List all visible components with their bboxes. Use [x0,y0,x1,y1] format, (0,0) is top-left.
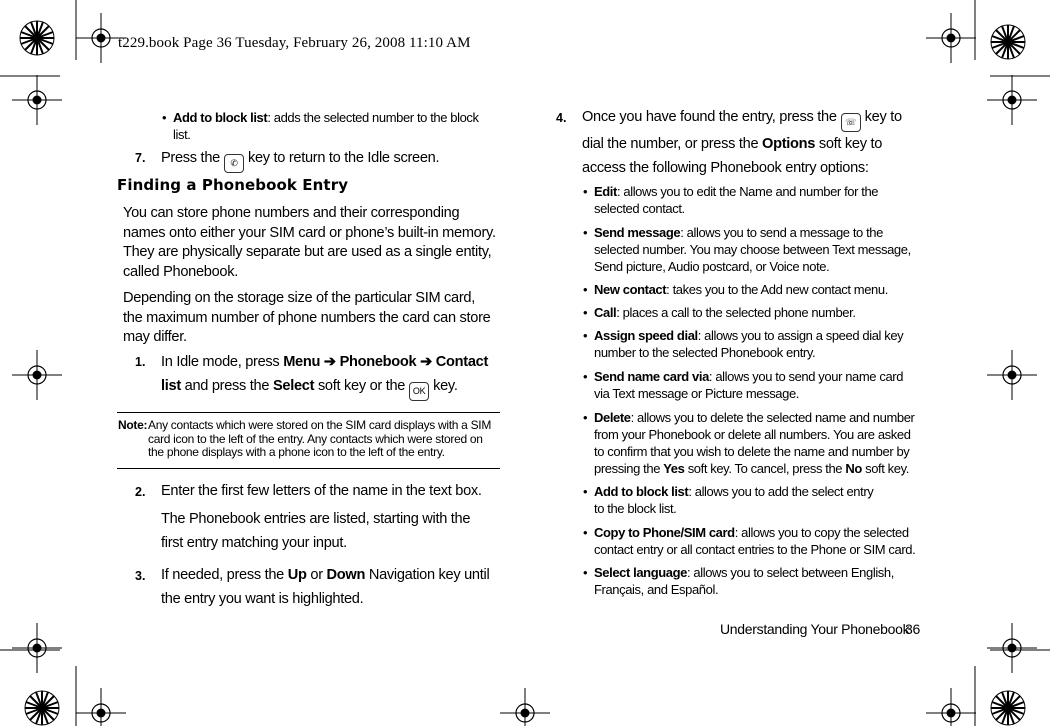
note-label: Note: [118,418,148,432]
list-item: • Select language: allows you to select between English, Français, and Español. [583,565,894,597]
paragraph: You can store phone numbers and their corresponding names onto either your SIM card or phone’s built-in memory. They are physically separate but are used as a single entity, called Phonebook. [123,205,496,280]
note-bottom-rule [117,468,500,469]
send-key-icon: ☏ [841,113,861,132]
step-number: 2. [135,485,146,499]
note-text: Any contacts which were stored on the SIM card displays with a SIM card icon to the left of the entry. Any contacts which were stored on the phone displays with a phone icon to the left of the entry. [148,418,492,460]
step-2-detail: The Phonebook entries are listed, starting with the first entry matching your input. [161,511,471,551]
section-heading: Finding a Phonebook Entry [117,176,349,194]
list-item: • Copy to Phone/SIM card: allows you to copy the selected contact entry or all contact entries to the Phone or SIM card. [583,525,916,557]
list-item: • Add to block list: allows you to add the select entry to the block list. [583,484,874,516]
note-top-rule [117,412,500,413]
running-head: t229.book Page 36 Tuesday, February 26, 2008 11:10 AM [118,35,471,51]
step-2: Enter the first few letters of the name in the text box. [161,483,482,499]
step-7: Press the ✆ key to return to the Idle screen. [161,146,501,173]
step-4: Once you have found the entry, press the ☏ key to dial the number, or press the Options soft key to access the following Phonebook entry options: [582,109,902,176]
list-item: • Send name card via: allows you to send your name card via Text message or Picture message. [583,369,904,401]
ok-key-icon: OK [409,382,429,401]
list-item: • Assign speed dial: allows you to assign a speed dial key number to the selected Phonebook entry. [583,328,904,360]
step-3: If needed, press the Up or Down Navigation key until the entry you want is highlighted. [161,567,490,607]
list-item: • Call: places a call to the selected phone number. [583,305,856,320]
step-number: 3. [135,569,146,583]
list-item: • New contact: takes you to the Add new contact menu. [583,282,888,297]
list-item: • Send message: allows you to send a message to the selected number. You may choose between Text message, Send picture, Audio postcard, or Voice note. [583,225,911,274]
footer-section-title: Understanding Your Phonebook [720,621,910,637]
step-number: 4. [556,111,567,125]
step-number: 1. [135,355,146,369]
step-number: 7. [135,151,146,165]
step-1: In Idle mode, press Menu ➔ Phonebook ➔ Contact list and press the Select soft key or the OK key. [161,350,506,401]
list-item: • Delete: allows you to delete the selected name and number from your Phonebook or delete all numbers. You are asked to confirm that you wish to delete the name and number by pressing the Yes soft key. To cancel, press the No soft key. [583,410,915,476]
list-item: • Edit: allows you to edit the Name and number for the selected contact. [583,184,879,216]
list-item: • Add to block list: adds the selected number to the block list. [162,110,479,142]
end-key-icon: ✆ [224,154,244,173]
page-number: 36 [905,621,920,637]
paragraph: Depending on the storage size of the particular SIM card, the maximum number of phone numbers the card can store may differ. [123,290,491,346]
